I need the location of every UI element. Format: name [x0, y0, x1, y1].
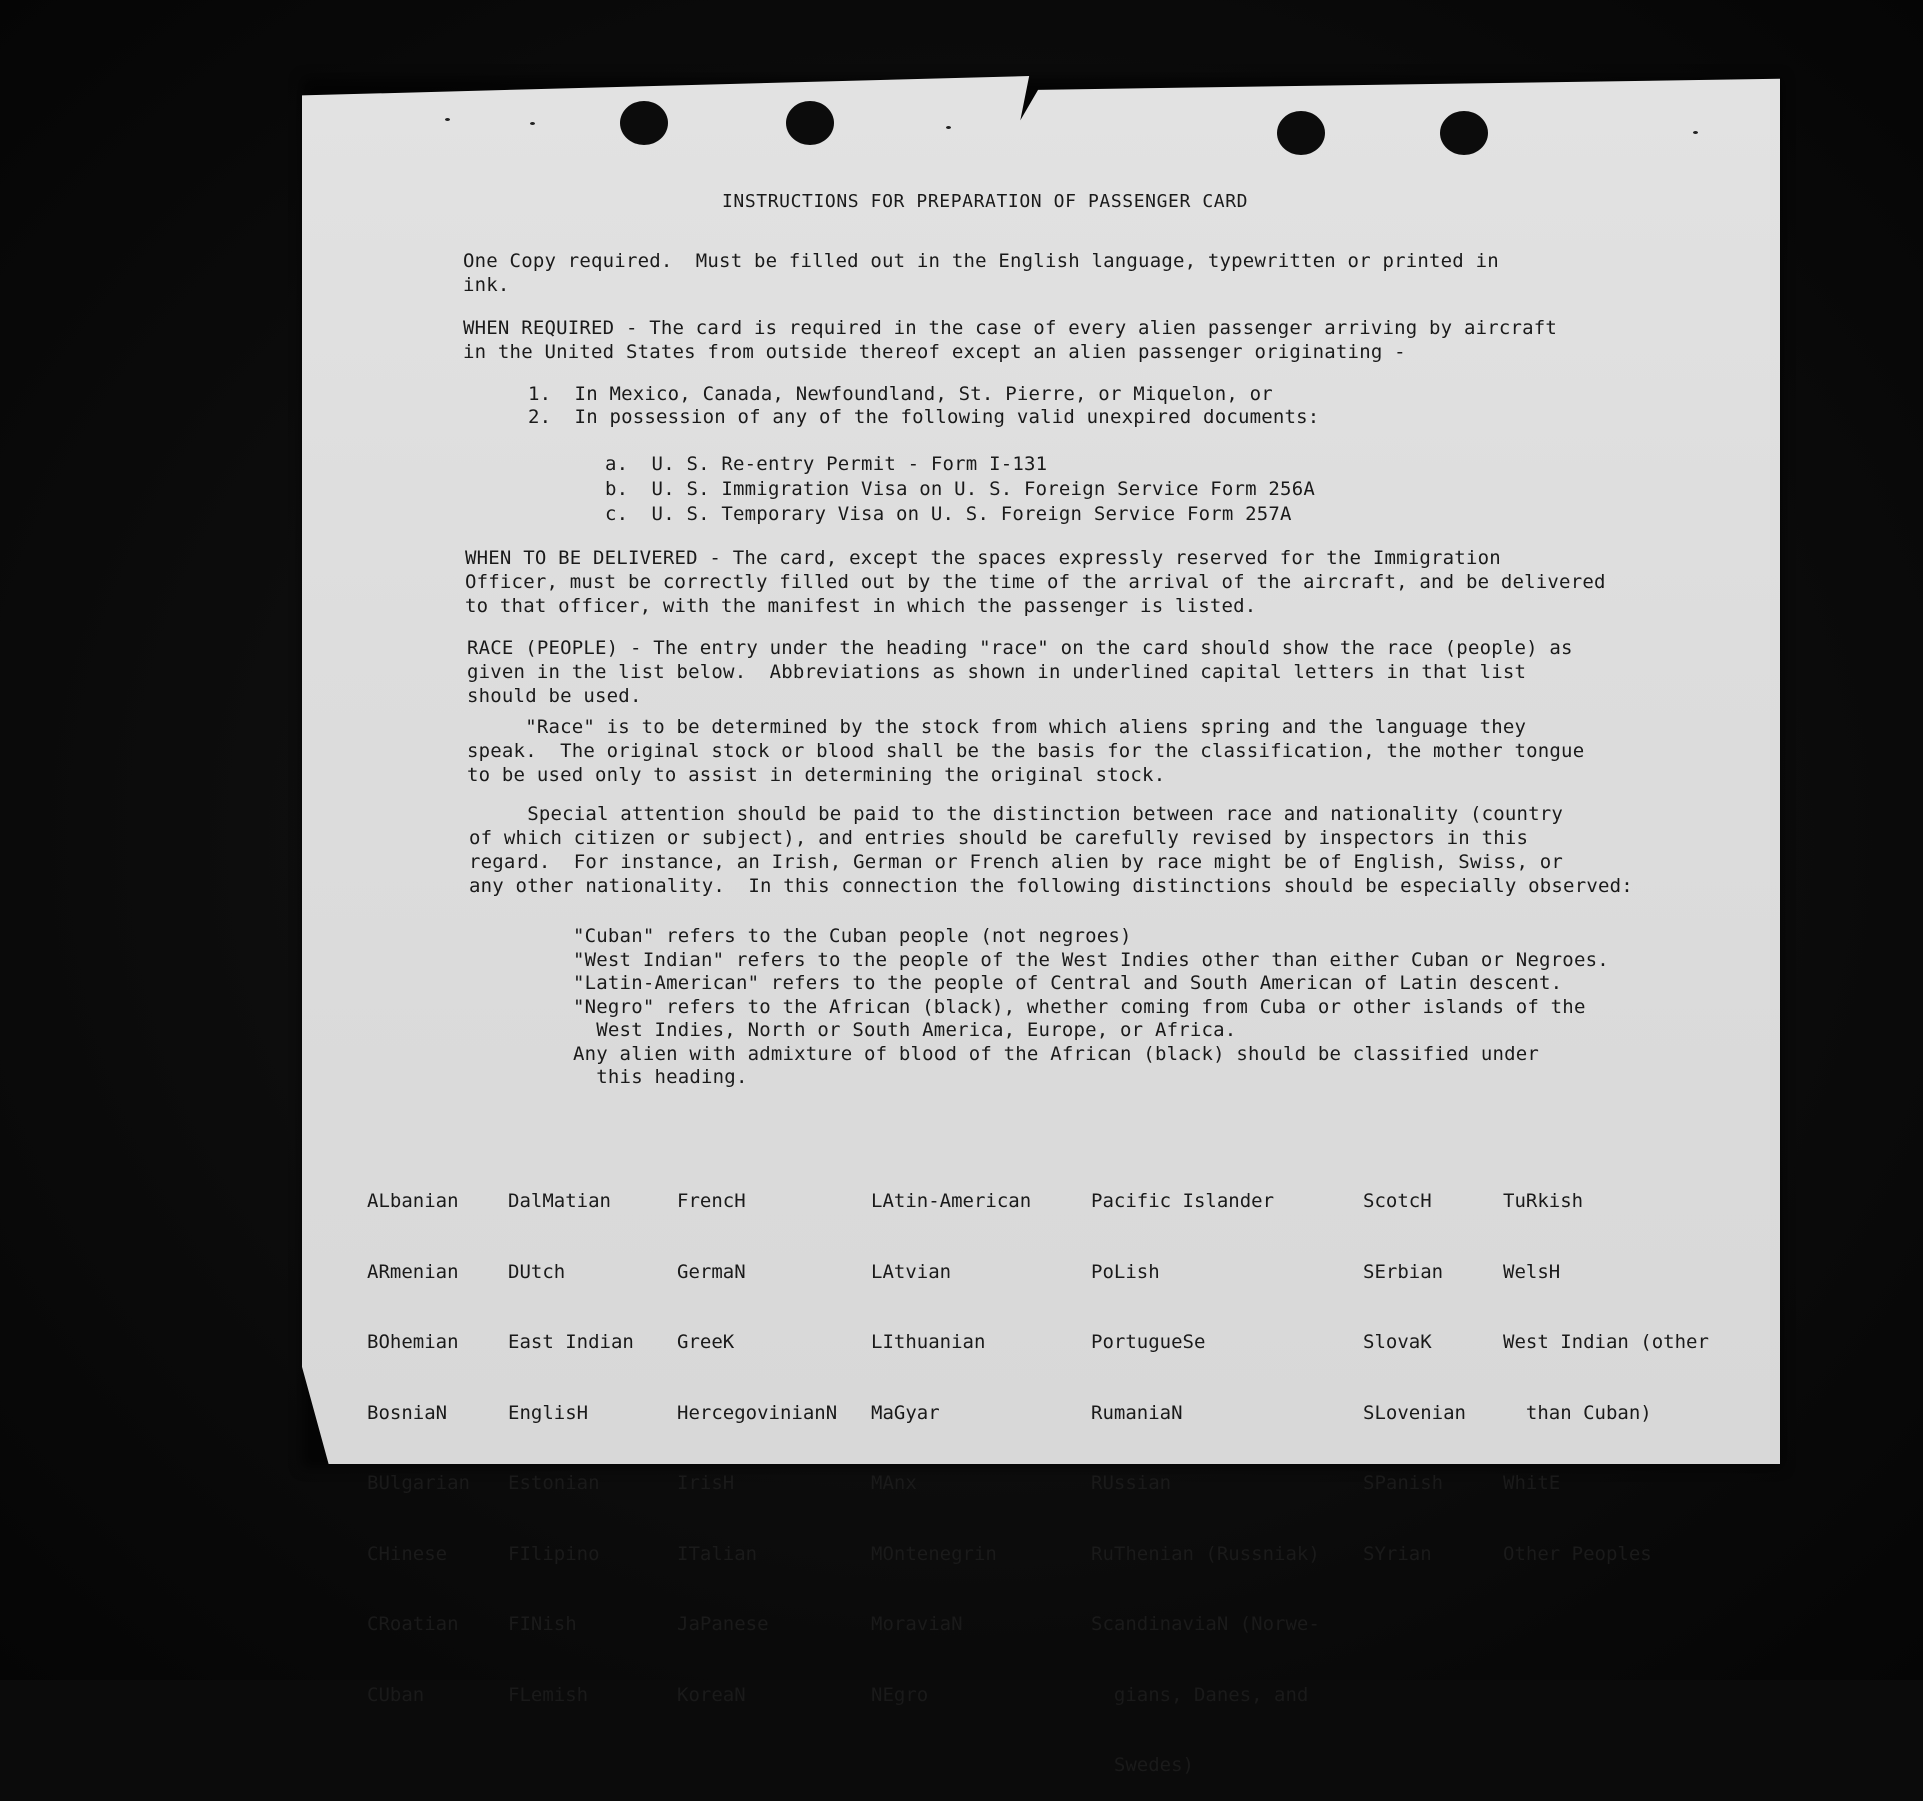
- race-entry: KoreaN: [677, 1683, 746, 1706]
- paper-speck: [1693, 131, 1698, 134]
- race-stock-paragraph: "Race" is to be determined by the stock from which aliens spring and the language they speak. The original stock or blood shall be the basis for the classification, the mother tongue to be used only to assist in determining the original stock.: [467, 716, 1585, 786]
- race-entry: GermaN: [677, 1260, 746, 1283]
- race-entry: NEgro: [871, 1683, 929, 1706]
- race-column-4: [871, 1143, 1031, 1731]
- numbered-list-item: 1. In Mexico, Canada, Newfoundland, St. Pierre, or Miquelon, or: [528, 383, 1273, 405]
- race-entry: RUssian: [1091, 1472, 1172, 1494]
- paper-speck: [445, 118, 450, 121]
- race-entry: ITalian: [677, 1542, 758, 1565]
- race-entry: PortugueSe: [1091, 1331, 1206, 1353]
- race-entry: MAnx: [871, 1472, 917, 1494]
- race-entry: than Cuban): [1503, 1401, 1652, 1424]
- race-entry: SErbian: [1363, 1260, 1444, 1283]
- punch-hole: [1277, 111, 1325, 155]
- race-column-3: [677, 1143, 837, 1731]
- race-entry: FIlipino: [508, 1542, 600, 1565]
- race-entry: SlovaK: [1363, 1331, 1432, 1353]
- race-entry: FrencH: [677, 1190, 746, 1212]
- race-entry: MaGyar: [871, 1401, 940, 1424]
- race-entry: ScandinaviaN (Norwe-: [1091, 1613, 1320, 1635]
- race-column-7: [1503, 1143, 1709, 1590]
- race-entry: FINish: [508, 1613, 577, 1635]
- race-entry: CHinese: [367, 1542, 448, 1565]
- race-entry: WelsH: [1503, 1260, 1561, 1283]
- punch-hole: [1440, 111, 1488, 155]
- race-entry: ScotcH: [1363, 1190, 1432, 1212]
- special-attention-paragraph: Special attention should be paid to the distinction between race and nationality (country of which citizen or subject), and entries should be carefully revised by inspectors in this regard. For instance, an Irish, German or French alien by race might be of English, Swiss, or any other nationality. In this connection the following distinctions should be especially observed:: [469, 803, 1633, 897]
- race-entry: FLemish: [508, 1683, 589, 1706]
- race-entry: Estonian: [508, 1472, 600, 1494]
- race-entry: gians, Danes, and: [1091, 1683, 1309, 1706]
- punch-hole: [786, 101, 834, 145]
- race-entry: Swedes): [1091, 1754, 1194, 1776]
- paper-speck: [530, 122, 535, 125]
- race-entry: DalMatian: [508, 1190, 611, 1212]
- race-entry: SYrian: [1363, 1542, 1432, 1565]
- race-entry: SPanish: [1363, 1472, 1444, 1494]
- when-required-paragraph: WHEN REQUIRED - The card is required in the case of every alien passenger arriving by aircraft in the United States from outside thereof except an alien passenger originating -: [463, 317, 1558, 363]
- punch-hole: [620, 101, 668, 145]
- page-title: INSTRUCTIONS FOR PREPARATION OF PASSENGER CARD: [722, 191, 1249, 212]
- race-entry: East Indian: [508, 1331, 634, 1353]
- race-entry: GreeK: [677, 1331, 735, 1353]
- race-entry: BUlgarian: [367, 1472, 470, 1494]
- race-entry: BOhemian: [367, 1331, 459, 1353]
- lettered-list-item: c. U. S. Temporary Visa on U. S. Foreign Service Form 257A: [605, 503, 1292, 525]
- race-entry: LAtvian: [871, 1260, 952, 1283]
- race-entry: ALbanian: [367, 1190, 459, 1212]
- numbered-list-item: 2. In possession of any of the following valid unexpired documents:: [528, 406, 1320, 428]
- lettered-list-item: b. U. S. Immigration Visa on U. S. Foreign Service Form 256A: [605, 478, 1315, 500]
- race-entry: MoraviaN: [871, 1613, 963, 1635]
- race-entry: RuThenian (Russniak): [1091, 1542, 1320, 1565]
- race-column-5: [1091, 1143, 1320, 1801]
- race-entry: IrisH: [677, 1472, 735, 1494]
- race-entry: WhitE: [1503, 1472, 1561, 1494]
- race-entry: HercegovinianN: [677, 1401, 838, 1424]
- race-entry: MOntenegrin: [871, 1542, 997, 1565]
- race-entry: PoLish: [1091, 1260, 1160, 1283]
- race-entry: JaPanese: [677, 1613, 769, 1635]
- race-entry: CRoatian: [367, 1613, 459, 1635]
- race-entry: DUtch: [508, 1260, 566, 1283]
- paper-speck: [946, 126, 951, 129]
- race-entry: BosniaN: [367, 1401, 448, 1424]
- race-entry: SLovenian: [1363, 1401, 1466, 1424]
- race-entry: CUban: [367, 1683, 425, 1706]
- race-entry: ARmenian: [367, 1260, 459, 1283]
- race-entry: TuRkish: [1503, 1190, 1584, 1212]
- race-column-2: [508, 1143, 634, 1731]
- race-entry: West Indian (other: [1503, 1331, 1709, 1353]
- race-entry: Pacific Islander: [1091, 1190, 1275, 1212]
- distinctions-list: "Cuban" refers to the Cuban people (not negroes) "West Indian" refers to the people of the West Indies other than either Cuban or Negroes. "Latin-American" refers to the people of Central and South American of Latin descent. "Negro" refers to the African (black), whether coming from Cuba or other islands of the West Indies, North or South America, Europe, or Africa. Any alien with admixture of blood of the African (black) should be classified under this heading.: [573, 925, 1609, 1088]
- race-people-paragraph: RACE (PEOPLE) - The entry under the heading "race" on the card should show the race (people) as given in the list below. Abbreviations as shown in underlined capital letters in that list should be used.: [467, 637, 1573, 707]
- race-column-1: [367, 1143, 470, 1731]
- race-entry: Other Peoples: [1503, 1542, 1652, 1565]
- race-column-6: [1363, 1143, 1466, 1590]
- lettered-list-item: a. U. S. Re-entry Permit - Form I-131: [605, 453, 1048, 475]
- race-entry: RumaniaN: [1091, 1401, 1183, 1424]
- race-entry: LAtin-American: [871, 1190, 1032, 1212]
- intro-paragraph: One Copy required. Must be filled out in the English language, typewritten or printed in ink.: [463, 250, 1499, 296]
- when-delivered-paragraph: WHEN TO BE DELIVERED - The card, except the spaces expressly reserved for the Immigration Officer, must be correctly filled out by the time of the arrival of the aircraft, and be delivered to that officer, with the manifest in which the passenger is listed.: [465, 547, 1606, 617]
- race-entry: EnglisH: [508, 1401, 589, 1424]
- race-entry: LIthuanian: [871, 1331, 986, 1353]
